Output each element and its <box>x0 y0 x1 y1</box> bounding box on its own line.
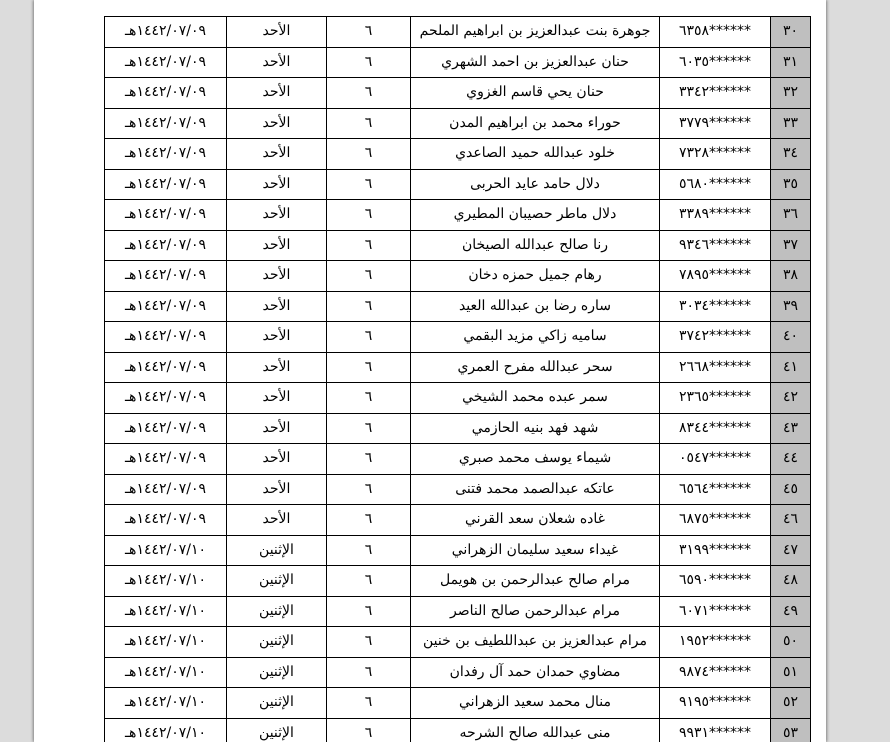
row-number: ٤٧ <box>771 535 811 566</box>
day-name: الإثنين <box>227 566 327 597</box>
student-name: ساره رضا بن عبدالله العيد <box>411 291 660 322</box>
hijri-date: ١٤٤٢/٠٧/١٠هـ <box>105 535 227 566</box>
day-name: الأحد <box>227 474 327 505</box>
row-number: ٤٥ <box>771 474 811 505</box>
student-name: سمر عبده محمد الشيخي <box>411 383 660 414</box>
day-name: الأحد <box>227 200 327 231</box>
row-number: ٤٣ <box>771 413 811 444</box>
student-name: مرام عبدالرحمن صالح الناصر <box>411 596 660 627</box>
hijri-date: ١٤٤٢/٠٧/٠٩هـ <box>105 291 227 322</box>
level-number: ٦ <box>327 47 411 78</box>
table-row <box>105 47 811 78</box>
hijri-date: ١٤٤٢/٠٧/٠٩هـ <box>105 444 227 475</box>
hijri-date: ١٤٤٢/٠٧/٠٩هـ <box>105 322 227 353</box>
day-name: الأحد <box>227 322 327 353</box>
table-row <box>105 718 811 742</box>
student-name: ساميه زاكي مزيد البقمي <box>411 322 660 353</box>
table-row <box>105 108 811 139</box>
table-row <box>105 535 811 566</box>
day-name: الإثنين <box>227 535 327 566</box>
day-name: الأحد <box>227 291 327 322</box>
row-number: ٤٦ <box>771 505 811 536</box>
level-number: ٦ <box>327 535 411 566</box>
document-page <box>34 0 826 742</box>
level-number: ٦ <box>327 261 411 292</box>
masked-id: ******٩٨٧٤ <box>660 657 771 688</box>
masked-id: ******٧٨٩٥ <box>660 261 771 292</box>
hijri-date: ١٤٤٢/٠٧/٠٩هـ <box>105 230 227 261</box>
masked-id: ******٣٧٧٩ <box>660 108 771 139</box>
row-number: ٣٥ <box>771 169 811 200</box>
level-number: ٦ <box>327 474 411 505</box>
hijri-date: ١٤٤٢/٠٧/١٠هـ <box>105 627 227 658</box>
student-name: مرام صالح عبدالرحمن بن هويمل <box>411 566 660 597</box>
masked-id: ******٨٣٤٤ <box>660 413 771 444</box>
hijri-date: ١٤٤٢/٠٧/٠٩هـ <box>105 474 227 505</box>
row-number: ٤٤ <box>771 444 811 475</box>
hijri-date: ١٤٤٢/٠٧/٠٩هـ <box>105 169 227 200</box>
hijri-date: ١٤٤٢/٠٧/١٠هـ <box>105 718 227 742</box>
level-number: ٦ <box>327 383 411 414</box>
row-number: ٣٣ <box>771 108 811 139</box>
row-number: ٥٠ <box>771 627 811 658</box>
masked-id: ******٢٦٦٨ <box>660 352 771 383</box>
table-row <box>105 17 811 48</box>
table-row <box>105 230 811 261</box>
row-number: ٣٦ <box>771 200 811 231</box>
row-number: ٣٤ <box>771 139 811 170</box>
level-number: ٦ <box>327 17 411 48</box>
student-name: جوهرة بنت عبدالعزيز بن ابراهيم الملحم <box>411 17 660 48</box>
day-name: الأحد <box>227 413 327 444</box>
day-name: الإثنين <box>227 657 327 688</box>
student-name: غيداء سعيد سليمان الزهراني <box>411 535 660 566</box>
table-row <box>105 78 811 109</box>
masked-id: ******٧٣٢٨ <box>660 139 771 170</box>
row-number: ٣٠ <box>771 17 811 48</box>
masked-id: ******٦٨٧٥ <box>660 505 771 536</box>
row-number: ٤٩ <box>771 596 811 627</box>
masked-id: ******٣١٩٩ <box>660 535 771 566</box>
row-number: ٤٢ <box>771 383 811 414</box>
table-row <box>105 169 811 200</box>
day-name: الأحد <box>227 17 327 48</box>
day-name: الأحد <box>227 47 327 78</box>
masked-id: ******٢٣٦٥ <box>660 383 771 414</box>
row-number: ٤١ <box>771 352 811 383</box>
table-row <box>105 566 811 597</box>
day-name: الأحد <box>227 108 327 139</box>
masked-id: ******١٩٥٢ <box>660 627 771 658</box>
student-name: مضاوي حمدان حمد آل رفدان <box>411 657 660 688</box>
masked-id: ******٣٣٨٩ <box>660 200 771 231</box>
table-row <box>105 200 811 231</box>
level-number: ٦ <box>327 230 411 261</box>
level-number: ٦ <box>327 78 411 109</box>
row-number: ٣١ <box>771 47 811 78</box>
day-name: الإثنين <box>227 596 327 627</box>
student-name: عاتكه عبدالصمد محمد فتنى <box>411 474 660 505</box>
hijri-date: ١٤٤٢/٠٧/٠٩هـ <box>105 413 227 444</box>
student-name: حنان يحي قاسم الغزوي <box>411 78 660 109</box>
row-number: ٣٢ <box>771 78 811 109</box>
level-number: ٦ <box>327 322 411 353</box>
masked-id: ******٦٥٩٠ <box>660 566 771 597</box>
row-number: ٣٧ <box>771 230 811 261</box>
hijri-date: ١٤٤٢/٠٧/١٠هـ <box>105 596 227 627</box>
level-number: ٦ <box>327 413 411 444</box>
student-name: منال محمد سعيد الزهراني <box>411 688 660 719</box>
student-name: دلال ماطر حصيبان المطيري <box>411 200 660 231</box>
hijri-date: ١٤٤٢/٠٧/٠٩هـ <box>105 78 227 109</box>
day-name: الإثنين <box>227 688 327 719</box>
table-row <box>105 505 811 536</box>
table-row <box>105 383 811 414</box>
hijri-date: ١٤٤٢/٠٧/٠٩هـ <box>105 17 227 48</box>
hijri-date: ١٤٤٢/٠٧/٠٩هـ <box>105 505 227 536</box>
table-row <box>105 444 811 475</box>
row-number: ٥١ <box>771 657 811 688</box>
table-row <box>105 413 811 444</box>
masked-id: ******٣٠٣٤ <box>660 291 771 322</box>
student-name: غاده شعلان سعد القرني <box>411 505 660 536</box>
level-number: ٦ <box>327 200 411 231</box>
student-name: حوراء محمد بن ابراهيم المدن <box>411 108 660 139</box>
day-name: الأحد <box>227 169 327 200</box>
masked-id: ******٩١٩٥ <box>660 688 771 719</box>
masked-id: ******٦٠٣٥ <box>660 47 771 78</box>
day-name: الأحد <box>227 230 327 261</box>
row-number: ٣٨ <box>771 261 811 292</box>
table-row <box>105 261 811 292</box>
level-number: ٦ <box>327 139 411 170</box>
student-name: خلود عبدالله حميد الصاعدي <box>411 139 660 170</box>
masked-id: ******٦٠٧١ <box>660 596 771 627</box>
table-row <box>105 352 811 383</box>
day-name: الأحد <box>227 139 327 170</box>
masked-id: ******٣٣٤٢ <box>660 78 771 109</box>
row-number: ٤٨ <box>771 566 811 597</box>
hijri-date: ١٤٤٢/٠٧/٠٩هـ <box>105 383 227 414</box>
masked-id: ******٩٩٣١ <box>660 718 771 742</box>
day-name: الأحد <box>227 352 327 383</box>
level-number: ٦ <box>327 108 411 139</box>
day-name: الإثنين <box>227 718 327 742</box>
table-row <box>105 657 811 688</box>
day-name: الأحد <box>227 78 327 109</box>
row-number: ٥٣ <box>771 718 811 742</box>
hijri-date: ١٤٤٢/٠٧/٠٩هـ <box>105 200 227 231</box>
table-row <box>105 627 811 658</box>
level-number: ٦ <box>327 657 411 688</box>
table-row <box>105 474 811 505</box>
student-name: رهام جميل حمزه دخان <box>411 261 660 292</box>
row-number: ٤٠ <box>771 322 811 353</box>
student-name: شيماء يوسف محمد صبري <box>411 444 660 475</box>
student-name: سحر عبدالله مفرح العمري <box>411 352 660 383</box>
masked-id: ******٦٣٥٨ <box>660 17 771 48</box>
level-number: ٦ <box>327 596 411 627</box>
row-number: ٥٢ <box>771 688 811 719</box>
table-row <box>105 322 811 353</box>
row-number: ٣٩ <box>771 291 811 322</box>
masked-id: ******٥٦٨٠ <box>660 169 771 200</box>
day-name: الأحد <box>227 505 327 536</box>
masked-id: ******٦٥٦٤ <box>660 474 771 505</box>
student-name: منى عبدالله صالح الشرحه <box>411 718 660 742</box>
day-name: الأحد <box>227 261 327 292</box>
level-number: ٦ <box>327 627 411 658</box>
masked-id: ******٠٥٤٧ <box>660 444 771 475</box>
table-row <box>105 688 811 719</box>
hijri-date: ١٤٤٢/٠٧/٠٩هـ <box>105 47 227 78</box>
masked-id: ******٣٧٤٢ <box>660 322 771 353</box>
level-number: ٦ <box>327 566 411 597</box>
level-number: ٦ <box>327 352 411 383</box>
level-number: ٦ <box>327 505 411 536</box>
day-name: الإثنين <box>227 627 327 658</box>
day-name: الأحد <box>227 383 327 414</box>
table-row <box>105 139 811 170</box>
masked-id: ******٩٣٤٦ <box>660 230 771 261</box>
level-number: ٦ <box>327 169 411 200</box>
hijri-date: ١٤٤٢/٠٧/٠٩هـ <box>105 352 227 383</box>
hijri-date: ١٤٤٢/٠٧/٠٩هـ <box>105 139 227 170</box>
student-name: حنان عبدالعزيز بن احمد الشهري <box>411 47 660 78</box>
hijri-date: ١٤٤٢/٠٧/٠٩هـ <box>105 108 227 139</box>
hijri-date: ١٤٤٢/٠٧/٠٩هـ <box>105 261 227 292</box>
table-row <box>105 291 811 322</box>
hijri-date: ١٤٤٢/٠٧/١٠هـ <box>105 688 227 719</box>
student-schedule-table <box>104 16 811 742</box>
hijri-date: ١٤٤٢/٠٧/١٠هـ <box>105 657 227 688</box>
table-row <box>105 596 811 627</box>
student-name: مرام عبدالعزيز بن عبداللطيف بن خنين <box>411 627 660 658</box>
student-name: دلال حامد عايد الحربى <box>411 169 660 200</box>
level-number: ٦ <box>327 444 411 475</box>
day-name: الأحد <box>227 444 327 475</box>
level-number: ٦ <box>327 688 411 719</box>
level-number: ٦ <box>327 291 411 322</box>
level-number: ٦ <box>327 718 411 742</box>
hijri-date: ١٤٤٢/٠٧/١٠هـ <box>105 566 227 597</box>
student-name: شهد فهد بنيه الحازمي <box>411 413 660 444</box>
student-name: رنا صالح عبدالله الصيخان <box>411 230 660 261</box>
